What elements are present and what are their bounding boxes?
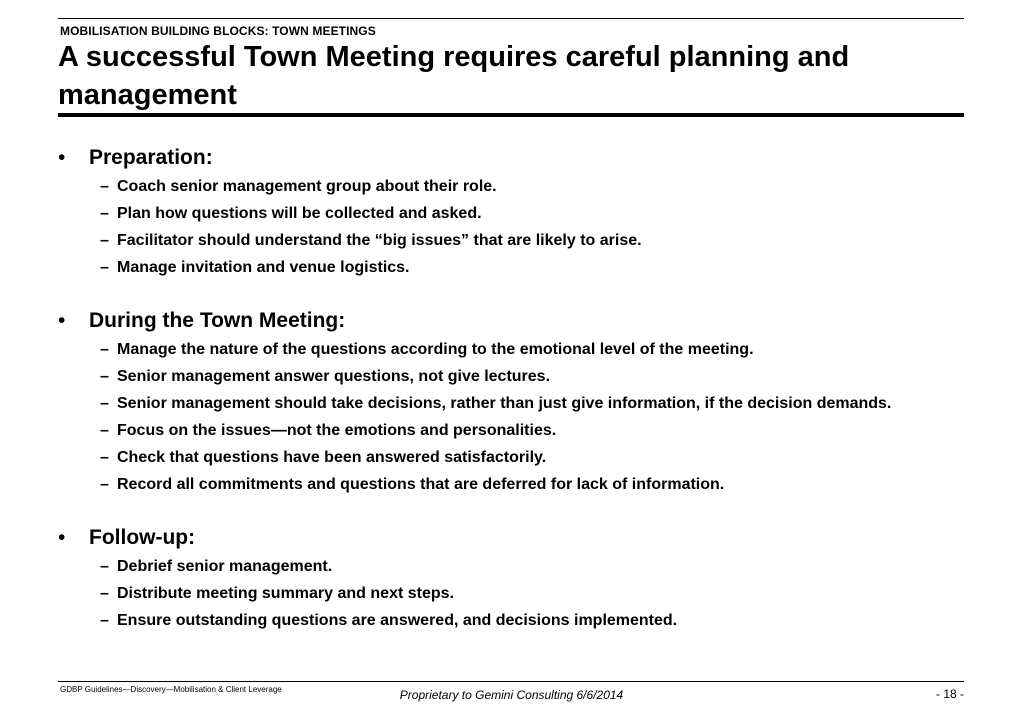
bullet-marker: • — [58, 526, 66, 549]
bullet-marker: • — [58, 146, 66, 169]
list-item — [58, 203, 958, 225]
list-item — [58, 610, 958, 632]
dash-marker: – — [100, 612, 109, 629]
list-item-text: Check that questions have been answered satisfactorily. — [117, 449, 547, 466]
bullet-heading — [58, 303, 958, 339]
dash-marker: – — [100, 585, 109, 602]
list-item-text: Record all commitments and questions that are deferred for lack of information. — [117, 476, 725, 493]
slide-body — [58, 140, 958, 637]
list-item — [58, 447, 958, 469]
footer-proprietary-notice: Proprietary to Gemini Consulting 6/6/2014 — [399, 688, 624, 702]
dash-marker: – — [100, 368, 109, 385]
bullet-heading-text: During the Town Meeting: — [89, 309, 346, 332]
list-item-text: Distribute meeting summary and next steps. — [117, 585, 454, 602]
list-item — [58, 366, 958, 388]
list-item — [58, 393, 958, 415]
list-item-text: Facilitator should understand the “big issues” that are likely to arise. — [117, 232, 642, 249]
dash-marker: – — [100, 422, 109, 439]
dash-marker: – — [100, 341, 109, 358]
top-divider — [58, 18, 964, 19]
list-item — [58, 230, 958, 252]
list-item-text: Manage invitation and venue logistics. — [117, 259, 410, 276]
list-item-text: Ensure outstanding questions are answered, and decisions implemented. — [117, 612, 678, 629]
bullet-heading-text: Follow-up: — [89, 526, 196, 549]
dash-marker: – — [100, 449, 109, 466]
list-item — [58, 339, 958, 361]
list-item-text: Debrief senior management. — [117, 558, 333, 575]
list-item-text: Senior management should take decisions, rather than just give information, if the decision demands. — [117, 395, 892, 412]
dash-marker: – — [100, 476, 109, 493]
list-item — [58, 257, 958, 279]
footer-document-name: GDBP Guidelines—Discovery—Mobilisation & Client Leverage — [60, 685, 282, 694]
page-number: - 18 - — [935, 687, 964, 701]
bullet-section — [58, 520, 958, 632]
list-item-text: Coach senior management group about their role. — [117, 178, 497, 195]
list-item — [58, 474, 958, 496]
bullet-section — [58, 140, 958, 279]
sub-bullet-list — [58, 176, 958, 279]
list-item — [58, 420, 958, 442]
sub-bullet-list — [58, 556, 958, 632]
list-item-text: Plan how questions will be collected and asked. — [117, 205, 482, 222]
dash-marker: – — [100, 259, 109, 276]
sub-bullet-list — [58, 339, 958, 496]
list-item — [58, 556, 958, 578]
dash-marker: – — [100, 178, 109, 195]
dash-marker: – — [100, 558, 109, 575]
dash-marker: – — [100, 232, 109, 249]
bullet-marker: • — [58, 309, 66, 332]
page-title: A successful Town Meeting requires careful planning and management — [58, 41, 850, 111]
bullet-heading — [58, 140, 958, 176]
section-label: MOBILISATION BUILDING BLOCKS: TOWN MEETINGS — [60, 24, 376, 38]
title-divider — [58, 113, 964, 117]
dash-marker: – — [100, 395, 109, 412]
bullet-section — [58, 303, 958, 496]
list-item-text: Focus on the issues—not the emotions and personalities. — [117, 422, 557, 439]
list-item — [58, 176, 958, 198]
list-item-text: Manage the nature of the questions according to the emotional level of the meeting. — [117, 341, 754, 358]
list-item-text: Senior management answer questions, not give lectures. — [117, 368, 551, 385]
dash-marker: – — [100, 205, 109, 222]
bullet-heading-text: Preparation: — [89, 146, 213, 169]
bullet-heading — [58, 520, 958, 556]
list-item — [58, 583, 958, 605]
footer-divider — [58, 681, 964, 682]
